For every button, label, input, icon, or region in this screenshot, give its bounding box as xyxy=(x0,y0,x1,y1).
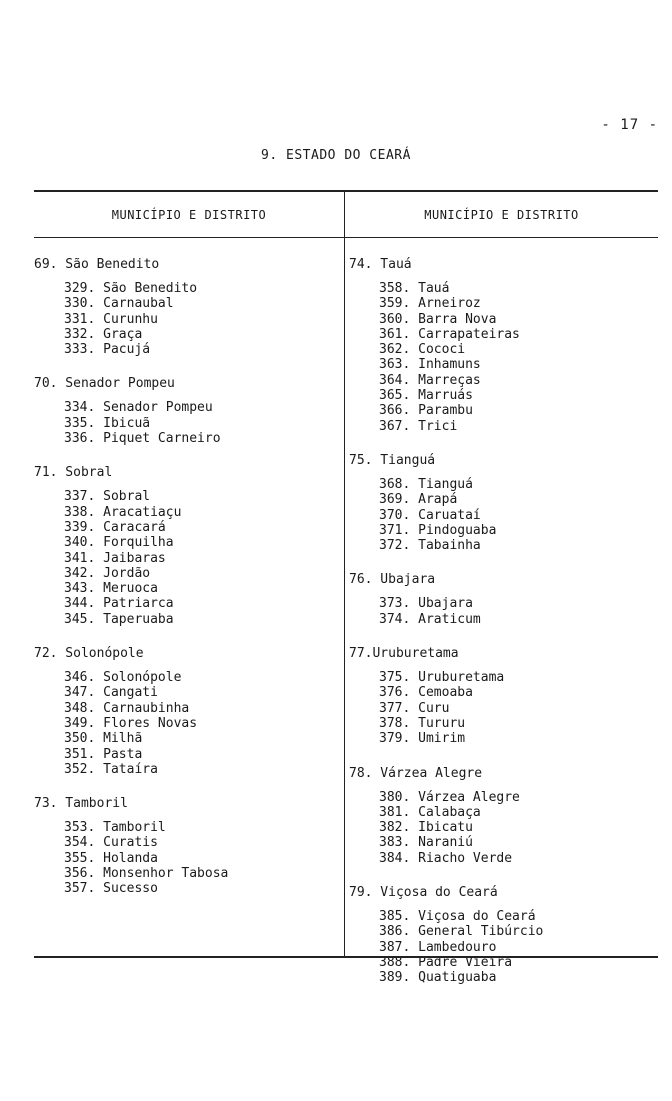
distrito-item: 341. Jaibaras xyxy=(64,550,166,566)
distrito-item: 375. Uruburetama xyxy=(379,670,505,686)
distrito-item: 351. Pasta xyxy=(64,746,143,762)
distrito-item: 333. Pacujá xyxy=(64,342,151,358)
distrito-item: 357. Sucesso xyxy=(64,881,158,897)
distrito-list xyxy=(64,489,334,627)
distrito-item: 367. Trici xyxy=(379,418,458,434)
distrito-item: 340. Forquilha xyxy=(64,535,174,551)
municipio-block xyxy=(34,795,334,896)
distrito-item: 347. Cangati xyxy=(64,685,158,701)
municipio-heading: 71. Sobral xyxy=(34,465,113,481)
distrito-item: 335. Ibicuã xyxy=(64,415,151,431)
distrito-item: 353. Tamboril xyxy=(64,820,166,836)
distrito-item: 332. Graça xyxy=(64,326,143,342)
municipio-block xyxy=(34,464,334,627)
column-header-left: MUNICÍPIO E DISTRITO xyxy=(111,208,267,222)
distrito-list xyxy=(64,281,334,357)
distrito-item: 342. Jordão xyxy=(64,565,151,581)
distrito-item: 382. Ibicatu xyxy=(379,820,473,836)
municipio-block xyxy=(349,645,654,746)
column-header-right: MUNICÍPIO E DISTRITO xyxy=(424,208,579,222)
table-bottom-rule xyxy=(34,956,658,958)
distrito-item: 354. Curatis xyxy=(64,835,158,851)
distrito-item: 380. Várzea Alegre xyxy=(379,789,520,805)
distrito-list xyxy=(379,790,654,866)
distrito-item: 350. Milhã xyxy=(64,731,143,747)
distrito-item: 383. Naraniú xyxy=(379,835,473,851)
municipio-heading: 75. Tianguá xyxy=(349,452,436,468)
right-column xyxy=(349,256,654,1004)
municipio-heading: 78. Várzea Alegre xyxy=(349,765,483,781)
distrito-item: 364. Marreças xyxy=(379,372,481,388)
distrito-item: 345. Taperuaba xyxy=(64,611,174,627)
distrito-item: 370. Caruataí xyxy=(379,507,481,523)
municipio-block xyxy=(349,452,654,553)
municipio-heading: 79. Viçosa do Ceará xyxy=(349,885,498,901)
distrito-item: 376. Cemoaba xyxy=(379,685,473,701)
distrito-item: 365. Marruás xyxy=(379,388,473,404)
left-column xyxy=(34,256,334,915)
distrito-item: 355. Holanda xyxy=(64,850,158,866)
distrito-list xyxy=(379,909,654,985)
distrito-item: 373. Ubajara xyxy=(379,596,473,612)
distrito-item: 346. Solonópole xyxy=(64,670,182,686)
distrito-item: 379. Umirim xyxy=(379,731,466,747)
municipio-block xyxy=(34,375,334,446)
distrito-item: 349. Flores Novas xyxy=(64,715,198,731)
municipio-block xyxy=(34,645,334,777)
municipio-heading: 76. Ubajara xyxy=(349,572,436,588)
distrito-item: 352. Tataíra xyxy=(64,761,158,777)
distrito-item: 343. Meruoca xyxy=(64,581,158,597)
municipio-heading: 72. Solonópole xyxy=(34,646,144,662)
table-header-rule xyxy=(34,237,658,238)
distrito-item: 348. Carnaubinha xyxy=(64,700,190,716)
distrito-item: 388. Padre Vieira xyxy=(379,954,513,970)
distrito-item: 372. Tabainha xyxy=(379,538,481,554)
distrito-item: 336. Piquet Carneiro xyxy=(64,431,221,447)
distrito-item: 374. Araticum xyxy=(379,611,481,627)
distrito-item: 334. Senador Pompeu xyxy=(64,400,213,416)
distrito-item: 384. Riacho Verde xyxy=(379,850,513,866)
distrito-item: 366. Parambu xyxy=(379,403,473,419)
distrito-list xyxy=(64,670,334,777)
municipio-heading: 70. Senador Pompeu xyxy=(34,376,175,392)
distrito-item: 386. General Tibúrcio xyxy=(379,924,544,940)
municipio-block xyxy=(349,571,654,627)
table-top-rule xyxy=(34,190,658,192)
distrito-item: 329. São Benedito xyxy=(64,281,198,296)
distrito-list xyxy=(379,477,654,553)
distrito-item: 371. Pindoguaba xyxy=(379,522,497,538)
distrito-item: 362. Cococi xyxy=(379,342,466,358)
distrito-item: 378. Tururu xyxy=(379,715,466,731)
distrito-item: 338. Aracatiaçu xyxy=(64,504,182,520)
distrito-item: 369. Arapá xyxy=(379,492,458,508)
distrito-item: 339. Caracará xyxy=(64,519,166,535)
distrito-item: 331. Curunhu xyxy=(64,311,158,327)
distrito-item: 381. Calabaça xyxy=(379,804,481,820)
distrito-item: 361. Carrapateiras xyxy=(379,326,520,342)
distrito-list xyxy=(379,670,654,746)
distrito-list xyxy=(379,281,654,434)
municipio-heading: 73. Tamboril xyxy=(34,796,128,812)
municipio-heading: 74. Tauá xyxy=(349,257,412,272)
municipio-block xyxy=(349,884,654,985)
distrito-list xyxy=(64,820,334,896)
distrito-item: 363. Inhamuns xyxy=(379,357,481,373)
distrito-item: 337. Sobral xyxy=(64,489,151,505)
distrito-item: 330. Carnaubal xyxy=(64,296,174,312)
municipio-heading: 69. São Benedito xyxy=(34,257,160,272)
section-title: 9. ESTADO DO CEARÁ xyxy=(261,148,411,163)
column-divider xyxy=(344,192,345,957)
municipio-heading: 77.Uruburetama xyxy=(349,646,459,662)
distrito-list xyxy=(379,596,654,627)
distrito-list xyxy=(64,400,334,446)
distrito-item: 385. Viçosa do Ceará xyxy=(379,909,536,925)
distrito-item: 360. Barra Nova xyxy=(379,311,497,327)
distrito-item: 389. Quatiguaba xyxy=(379,970,497,986)
distrito-item: 387. Lambedouro xyxy=(379,939,497,955)
page-number: - 17 - xyxy=(601,117,658,133)
distrito-item: 377. Curu xyxy=(379,700,450,716)
distrito-item: 368. Tianguá xyxy=(379,476,473,492)
distrito-item: 359. Arneiroz xyxy=(379,296,481,312)
municipio-block xyxy=(349,765,654,866)
distrito-item: 344. Patriarca xyxy=(64,596,174,612)
municipio-block xyxy=(349,256,654,434)
distrito-item: 356. Monsenhor Tabosa xyxy=(64,866,229,882)
distrito-item: 358. Tauá xyxy=(379,281,450,296)
municipio-block xyxy=(34,256,334,357)
